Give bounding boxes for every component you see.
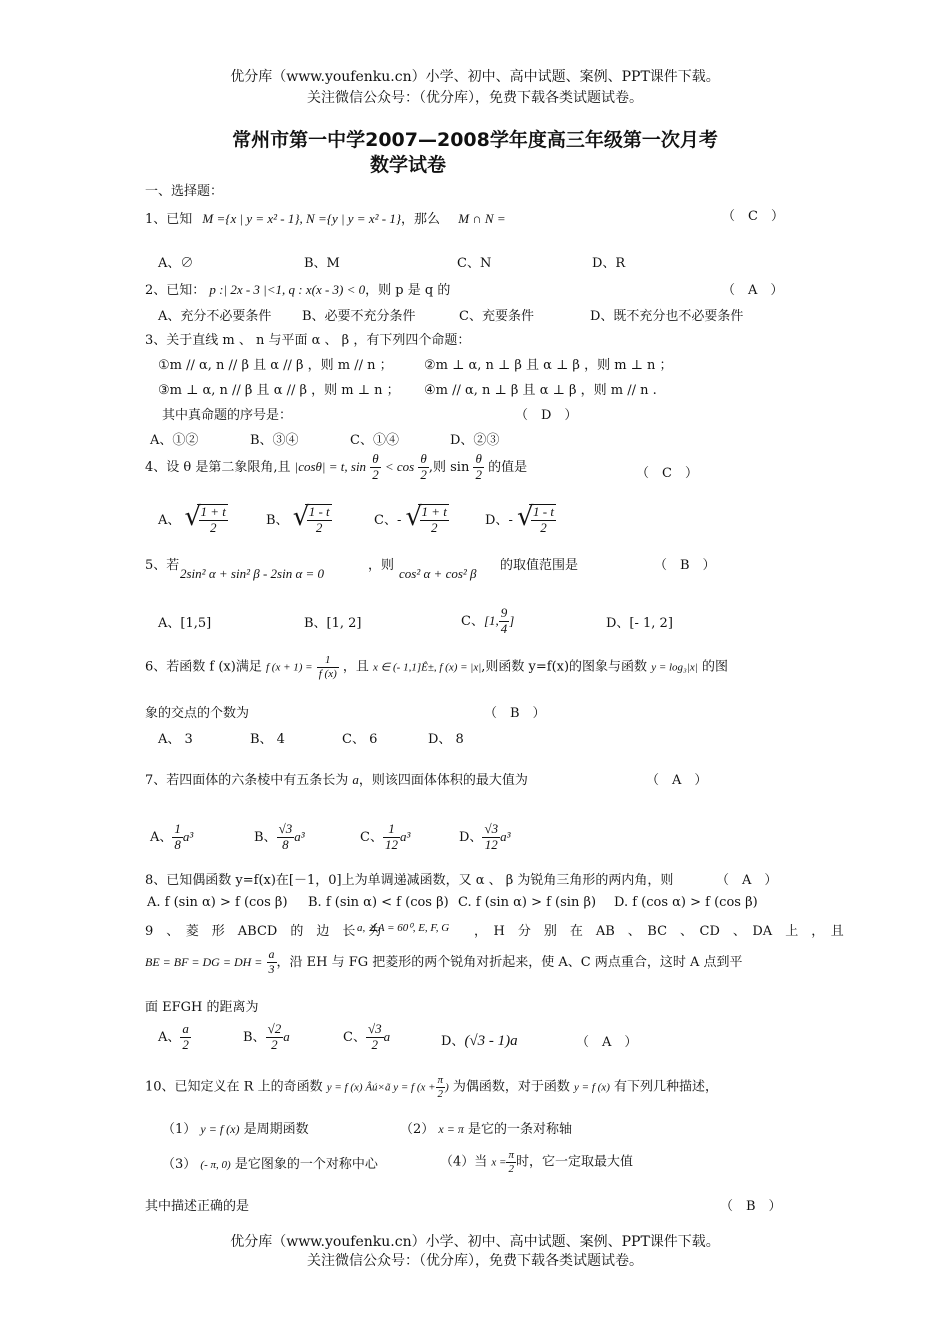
section-heading: 一、选择题：	[145, 184, 224, 199]
q10-ask: 其中描述正确的是	[145, 1199, 250, 1214]
q4-option-d: D、- √ $\frac{1 - t}{2}$	[485, 502, 554, 535]
q6-answer: （ B ）	[484, 706, 546, 721]
q9-line-1: 9 、 菱 形 ABCD 的 边 长 为	[145, 924, 382, 939]
q10-answer: （ B ）	[720, 1199, 782, 1214]
q10-description-1: （1） y = f (x) 是周期函数	[162, 1122, 309, 1137]
q3-option-d: D、②③	[450, 433, 500, 448]
q2-option-d: D、既不充分也不必要条件	[590, 309, 744, 324]
q9-fraction: $\frac{a}{3}$	[268, 947, 275, 976]
q2-stem: 2、已知：	[145, 283, 206, 298]
q3-ask: 其中真命题的序号是：	[162, 408, 293, 423]
q9-option-c: C、 $\frac{√3}{2}$ a	[343, 1021, 391, 1052]
q7-stem: 7、若四面体的六条棱中有五条长为	[145, 773, 349, 788]
q10-formula: y = f (x) Âú×ã y = f (x +	[326, 1081, 436, 1094]
q6-stem: 6、若函数 f (x)满足	[145, 659, 262, 675]
q9-formula: a, ∠A = 60⁰, E, F, G	[357, 922, 450, 934]
q10-description-2: （2） x = π 是它的一条对称轴	[400, 1122, 573, 1137]
q4-option-a: A、 √ $\frac{1 + t}{2}$	[158, 502, 226, 535]
q9-option-a: A、 $\frac{a}{2}$	[158, 1021, 189, 1052]
q8-option-b: B. f (sin α) < f (cos β)	[308, 895, 449, 910]
q5-answer: （ B ）	[654, 558, 716, 573]
q1-tail: ，那么	[401, 212, 441, 227]
exam-subtitle: 数学试卷	[370, 154, 447, 176]
q6-option-d: D、 8	[428, 732, 464, 747]
q10-tail: 为偶函数，对于函数	[452, 1079, 570, 1095]
q4-tail: 的值是	[488, 459, 528, 475]
q2-formula: p :| 2x - 3 |<1, q : x(x - 3) < 0	[209, 282, 366, 297]
q4-formula-then: ,则 sin	[428, 459, 470, 475]
q3-option-b: B、③④	[250, 433, 299, 448]
question-10: 10、已知定义在 R 上的奇函数 y = f (x) Âú×ã y = f (x + $\frac{\pi}{2}$ ) 为偶函数，对于函数 y = f (x) 有下列几种描述，	[145, 1074, 719, 1100]
q3-proposition-3: ③m ⊥ α, n // β 且 α // β ，则 m ⊥ n ；	[158, 383, 400, 398]
q8-option-a: A. f (sin α) > f (cos β)	[147, 895, 288, 910]
q9-formula-2: BE = BF = DG = DH =	[145, 954, 263, 969]
question-2	[145, 279, 450, 298]
q6-mid: ，且	[342, 659, 369, 675]
q5-mid: ，则	[368, 558, 395, 573]
q6-option-c: C、 6	[342, 732, 378, 747]
q4-answer: （ C ）	[636, 466, 698, 481]
q9-option-b: B、 $\frac{√2}{2}$ a	[243, 1021, 290, 1052]
q6-formula-3: y = log₃|x|	[651, 661, 698, 674]
q6-tail-2: 的图	[701, 659, 728, 675]
q4-option-c: C、- √ $\frac{1 + t}{2}$	[374, 502, 447, 535]
q8-option-d: D. f (cos α) > f (cos β)	[614, 895, 758, 910]
q3-proposition-1: ①m // α, n // β 且 α // β ，则 m // n ；	[158, 358, 393, 373]
q5-option-c: C、[1, $\frac{9}{4}$ ]	[461, 605, 515, 636]
q3-stem: 3、关于直线 m 、 n 与平面 α 、 β ，有下列四个命题：	[145, 333, 471, 348]
q7-option-b: B、 $\frac{√3}{8}$ a³	[254, 821, 305, 852]
q8-stem: 8、已知偶函数 y=f(x)在[－1，0]上为单调递减函数，又 α 、 β 为锐角三角形的两内角，则	[145, 873, 674, 888]
q10-fraction: $\frac{\pi}{2}$	[437, 1074, 444, 1100]
q1-formula: M ={x | y = x² - 1}, N ={y | y = x² - 1}	[202, 211, 402, 226]
q2-answer: （ A ）	[722, 283, 784, 298]
q9-formula-line	[145, 948, 743, 977]
q4-fraction-1: $\frac{\theta}{2}$	[372, 451, 379, 482]
q9-line-2: ，沿 EH 与 FG 把菱形的两个锐角对折起来，使 A、C 两点重合，这时 A 点到平	[276, 954, 743, 970]
q1-stem: 1、已知	[145, 212, 193, 227]
q1-formula-2: M ∩ N =	[458, 211, 506, 226]
q7-var: a	[352, 772, 359, 787]
q1-option-c: C、N	[457, 256, 492, 271]
q8-answer: （ A ）	[716, 873, 778, 888]
q6-fraction: $\frac{1}{f (x)}$	[318, 654, 337, 680]
q6-formula: f (x + 1) =	[265, 661, 313, 674]
q6-option-b: B、 4	[250, 732, 285, 747]
q4-formula: |cosθ| = t, sin	[294, 458, 367, 474]
q4-stem: 4、设 θ 是第二象限角,且	[145, 459, 291, 475]
q9-answer: （ A ）	[576, 1035, 638, 1050]
q3-option-a: A、①②	[150, 433, 199, 448]
q7-option-d: D、 $\frac{√3}{12}$ a³	[459, 821, 511, 852]
q1-option-b: B、M	[304, 256, 340, 271]
q2-option-c: C、充要条件	[459, 309, 534, 324]
q1-option-a: A、∅	[158, 256, 194, 271]
q4-formula-mid: < cos	[384, 458, 415, 474]
q6-tail: ,则函数 y=f(x)的图象与函数	[481, 659, 648, 675]
q7-option-c: C、 $\frac{1}{12}$ a³	[360, 821, 411, 852]
q7-tail: ，则该四面体体积的最大值为	[358, 773, 528, 788]
q4-fraction-3: $\frac{\theta}{2}$	[475, 451, 482, 482]
q10-description-3: （3） (- π, 0) 是它图象的一个对称中心	[162, 1157, 378, 1172]
q5-option-b: B、[1, 2]	[304, 616, 362, 631]
question-1	[145, 208, 506, 227]
q5-formula-2: cos² α + cos² β	[399, 566, 477, 581]
header-line-2: 关注微信公众号：（优分库），免费下载各类试题试卷。	[307, 90, 643, 106]
q7-answer: （ A ）	[646, 773, 708, 788]
q7-option-a: A、 $\frac{1}{8}$ a³	[150, 821, 194, 852]
q2-option-a: A、充分不必要条件	[158, 309, 272, 324]
exam-title: 常州市第一中学2007—2008学年度高三年级第一次月考	[232, 129, 718, 151]
q5-formula: 2sin² α + sin² β - 2sin α = 0	[180, 566, 325, 581]
q5-tail: 的取值范围是	[500, 558, 579, 573]
q10-tail-2: 有下列几种描述，	[614, 1079, 719, 1095]
header-line-1: 优分库（www.youfenku.cn）小学、初中、高中试题、案例、PPT课件下载。	[230, 69, 720, 85]
q2-tail: ，则 p 是 q 的	[365, 283, 451, 298]
q10-stem: 10、已知定义在 R 上的奇函数	[145, 1079, 323, 1095]
question-6	[145, 654, 728, 680]
q3-answer: （ D ）	[515, 408, 578, 423]
q9-option-d: D、(√3 - 1)a	[441, 1033, 518, 1049]
q4-option-b: B、 √ $\frac{1 - t}{2}$	[266, 502, 330, 535]
q1-option-d: D、R	[592, 256, 626, 271]
q10-description-4: （4）当 x = $\frac{\pi}{2}$ 时，它一定取最大值	[440, 1149, 634, 1175]
q10-formula-2: y = f (x)	[574, 1081, 610, 1094]
q5-option-d: D、[- 1, 2]	[606, 616, 673, 631]
q9-line-1b: ， H 分 别 在 AB 、 BC 、 CD 、 DA 上 ， 且	[474, 924, 844, 939]
q2-option-b: B、必要不充分条件	[302, 309, 416, 324]
footer-line-1: 优分库（www.youfenku.cn）小学、初中、高中试题、案例、PPT课件下载。	[230, 1234, 720, 1250]
footer-line-2: 关注微信公众号：（优分库），免费下载各类试题试卷。	[307, 1253, 643, 1269]
q9-line-3: 面 EFGH 的距离为	[145, 1000, 259, 1015]
q8-option-c: C. f (sin α) > f (sin β)	[458, 895, 597, 910]
q3-proposition-2: ②m ⊥ α, n ⊥ β 且 α ⊥ β ，则 m ⊥ n ；	[424, 358, 673, 373]
q6-formula-2: x ∈ (- 1,1]Ê±, f (x) = |x|	[373, 661, 482, 674]
q4-fraction-2: $\frac{\theta}{2}$	[420, 451, 427, 482]
q3-proposition-4: ④m // α, n ⊥ β 且 α ⊥ β ，则 m // n .	[424, 383, 657, 398]
q5-option-a: A、[1,5]	[158, 616, 212, 631]
q6-option-a: A、 3	[158, 732, 193, 747]
q1-answer: （ C ）	[722, 209, 784, 224]
question-4	[145, 452, 527, 483]
q5-stem: 5、若	[145, 558, 180, 573]
q6-line-2: 象的交点的个数为	[145, 706, 250, 721]
question-7	[145, 769, 528, 788]
q3-option-c: C、①④	[350, 433, 399, 448]
